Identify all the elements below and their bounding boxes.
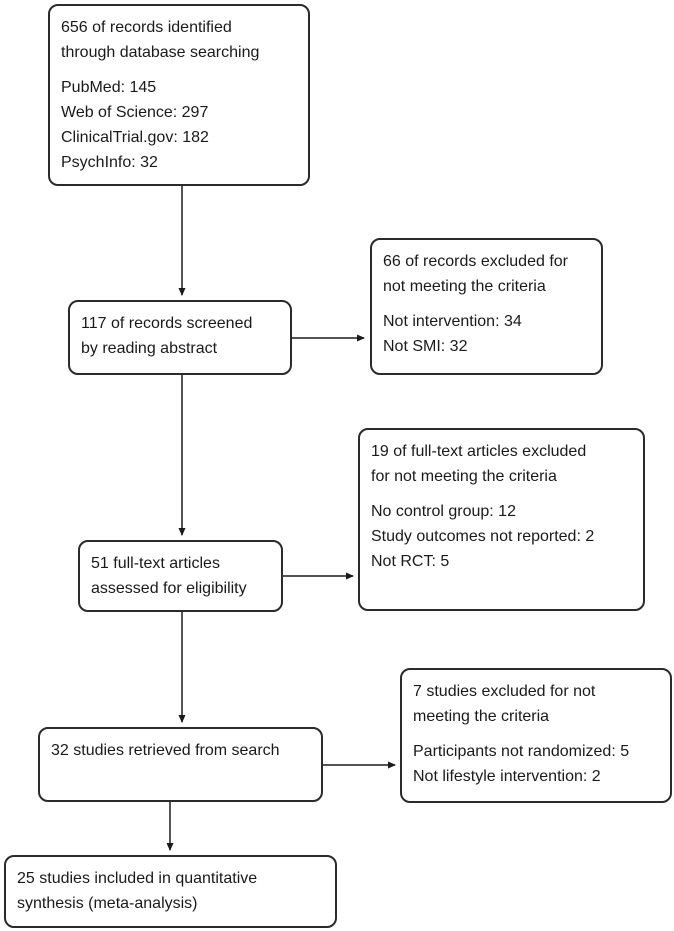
text-line: assessed for eligibility (91, 580, 247, 597)
text-line: Study outcomes not reported: 2 (371, 528, 595, 545)
studies-retrieved-box (38, 727, 323, 802)
text-line: Web of Science: 297 (61, 104, 209, 121)
text-line: 25 studies included in quantitative (17, 870, 258, 887)
records-identified-box (48, 4, 310, 186)
text-line: not meeting the criteria (383, 278, 546, 295)
records-excluded-box (370, 238, 603, 375)
text-line: 51 full-text articles (91, 555, 220, 572)
text-line: 66 of records excluded for (383, 253, 568, 270)
records-screened-box (68, 300, 292, 375)
text-line: No control group: 12 (371, 503, 516, 520)
text-line: 656 of records identified (61, 19, 232, 36)
fulltext-excluded-box (358, 428, 645, 611)
text-line: Not intervention: 34 (383, 313, 522, 330)
text-line: PsychInfo: 32 (61, 154, 158, 171)
text-line: 32 studies retrieved from search (51, 742, 280, 759)
text-line (413, 729, 659, 739)
text-line: Not SMI: 32 (383, 338, 468, 355)
text-line: synthesis (meta-analysis) (17, 895, 198, 912)
text-line (383, 299, 590, 309)
text-line (371, 489, 632, 499)
text-line: 7 studies excluded for not (413, 683, 596, 700)
studies-excluded-box (400, 668, 672, 803)
text-line: ClinicalTrial.gov: 182 (61, 129, 209, 146)
studies-included-box (4, 855, 337, 928)
text-line: Not RCT: 5 (371, 553, 450, 570)
text-line (61, 65, 297, 75)
text-line: 117 of records screened (81, 315, 253, 332)
text-line: PubMed: 145 (61, 79, 157, 96)
text-line: Not lifestyle intervention: 2 (413, 768, 601, 785)
text-line: through database searching (61, 44, 260, 61)
text-line: Participants not randomized: 5 (413, 743, 630, 760)
text-line: by reading abstract (81, 340, 218, 357)
text-line: for not meeting the criteria (371, 468, 557, 485)
text-line: meeting the criteria (413, 708, 550, 725)
fulltext-assessed-box (78, 540, 283, 612)
text-line: 19 of full-text articles excluded (371, 443, 587, 460)
